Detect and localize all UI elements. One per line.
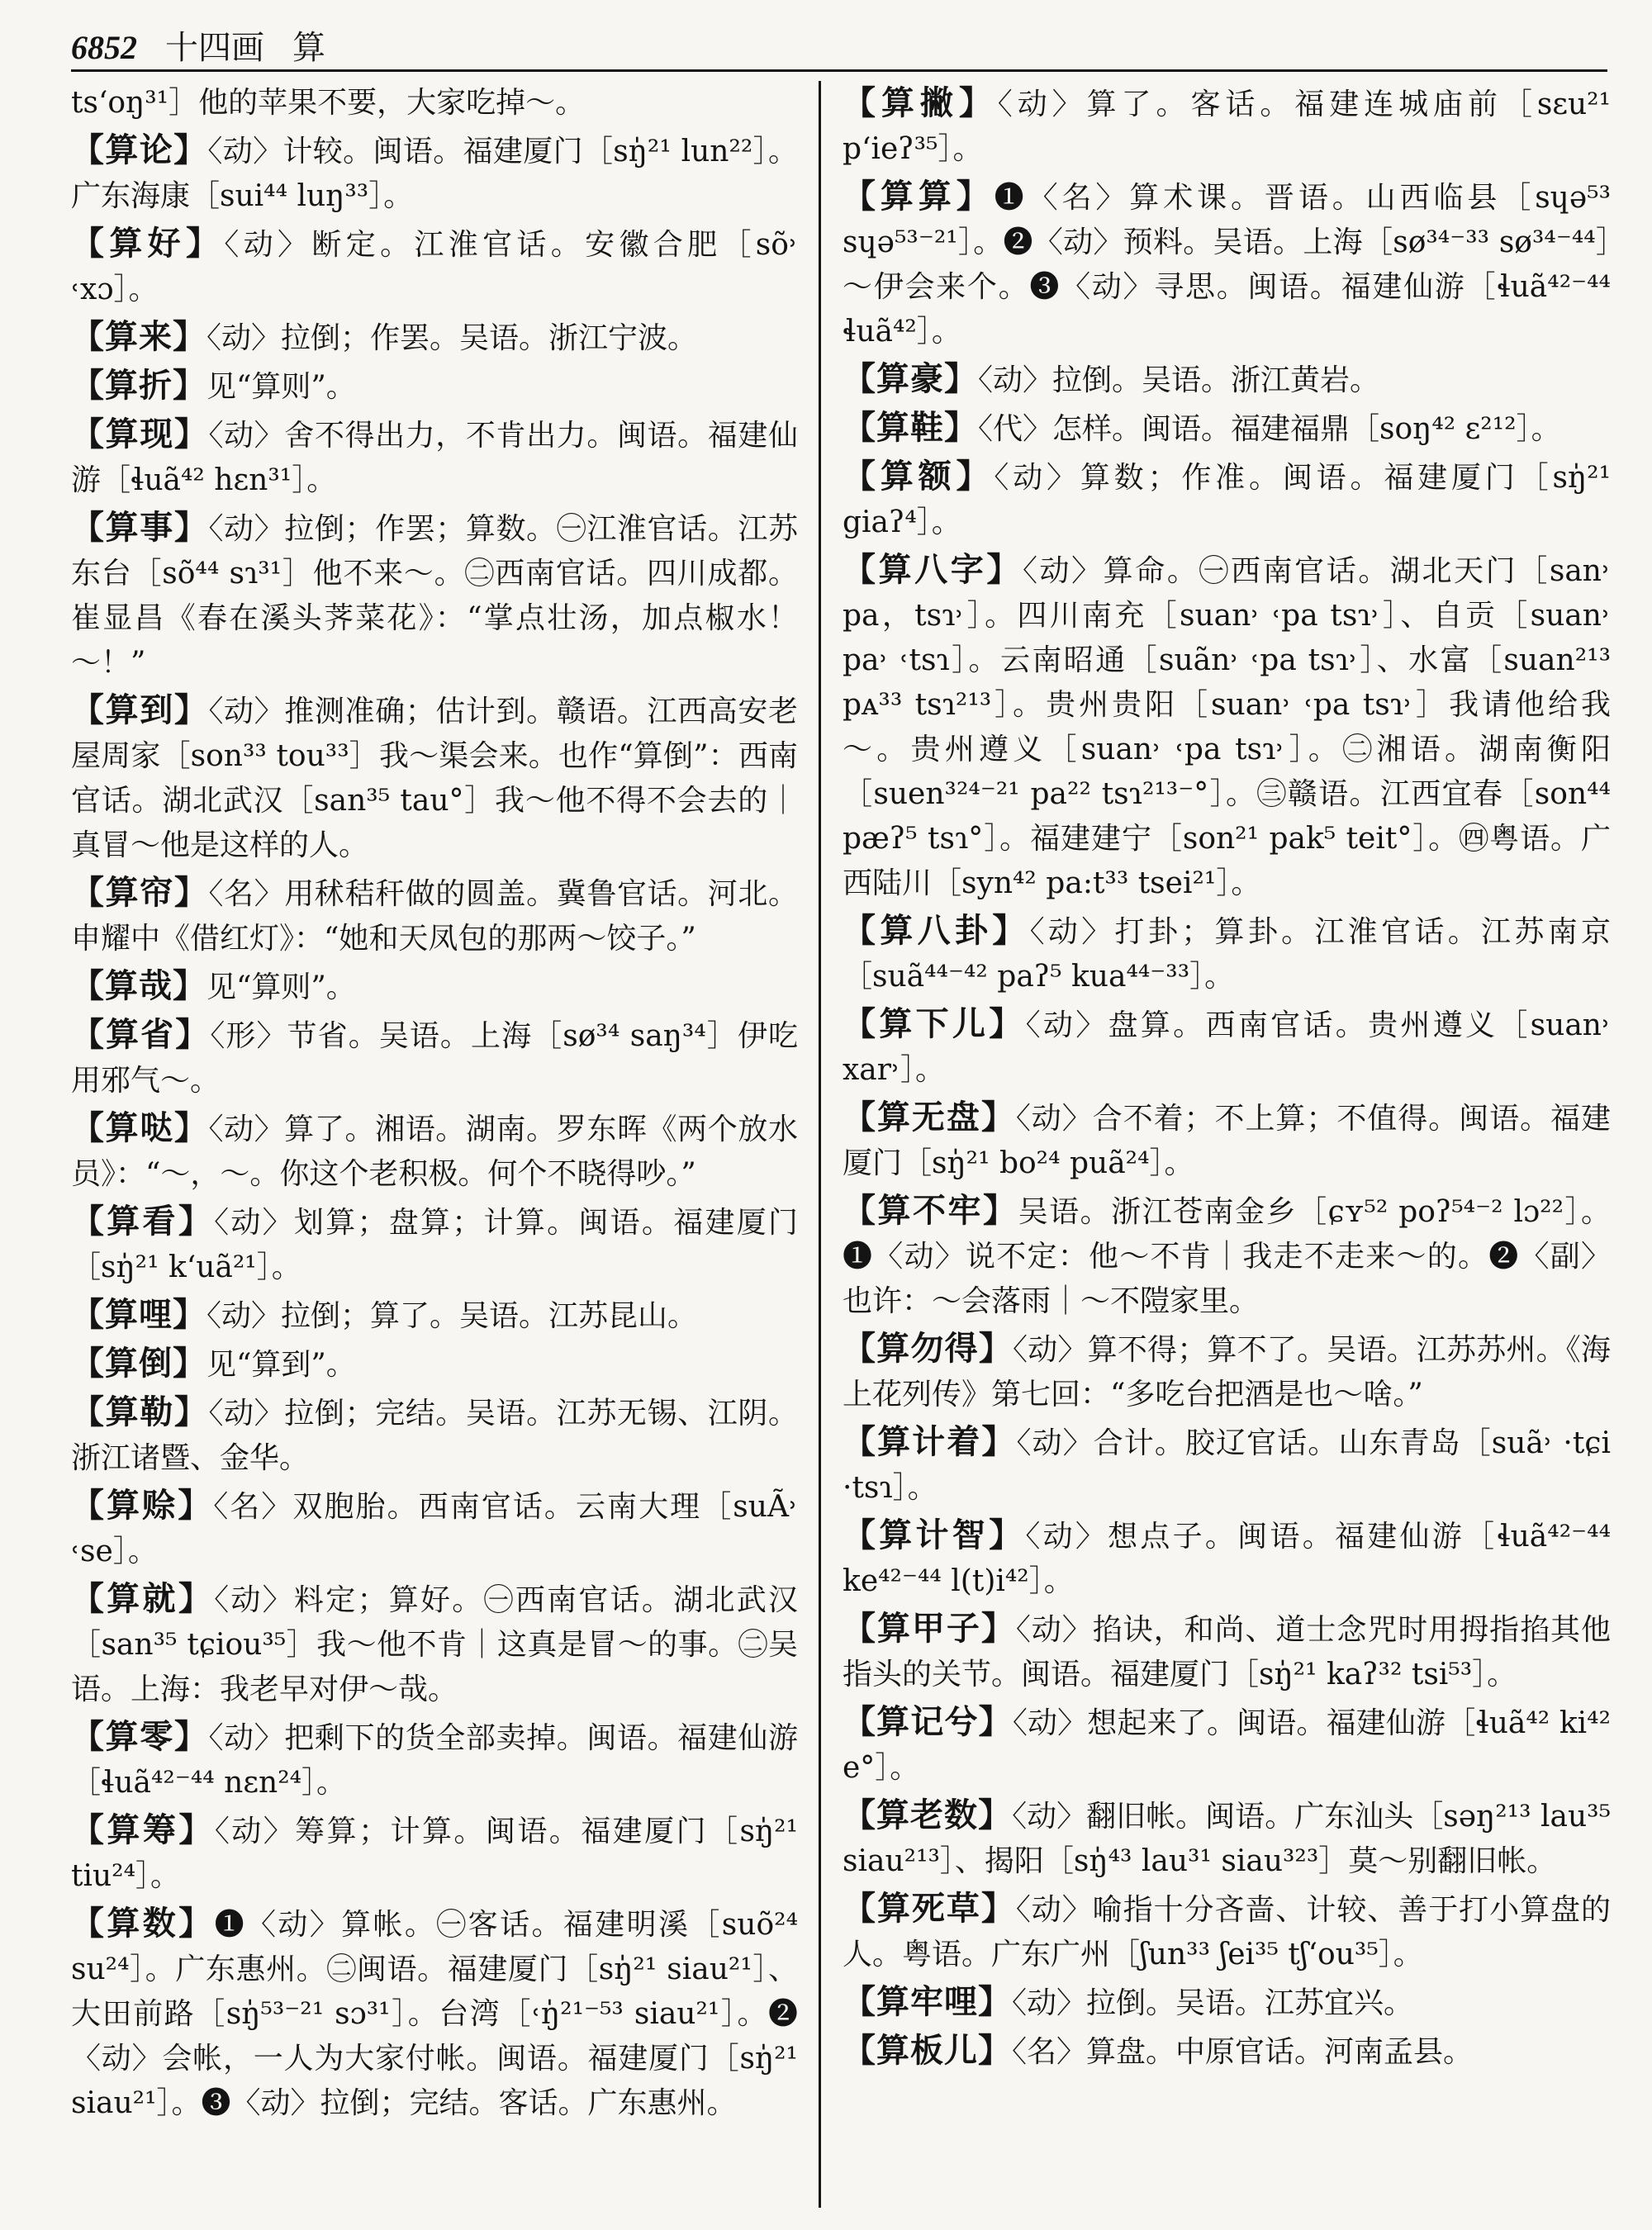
dictionary-entry [71, 505, 798, 686]
entry-text: 〈动〉筹算；计算。闽语。福建厦门［sŋ̍²¹ tiu²⁴］。 [71, 1815, 799, 1893]
entry-text: 〈动〉算不得；算不了。吴语。江苏苏州。《海上花列传》第七回：“多吃台把酒是也～啥。” [843, 1333, 1612, 1412]
entry-headword: 【 算倒 】 [71, 1344, 206, 1383]
entry-text: 〈动〉合计。胶辽官话。山东青岛［suã˒ ·tɕi ·tsɿ］。 [843, 1426, 1612, 1505]
entry-headword: 【 算额 】 [843, 457, 994, 496]
entry-headword: 【 算勒 】 [71, 1393, 208, 1431]
entry-headword: 【 算折 】 [71, 366, 206, 405]
entry-text: 〈动〉想点子。闽语。福建仙游［ɬuã⁴²⁻⁴⁴ ke⁴²⁻⁴⁴ l(t)i⁴²］。 [843, 1520, 1612, 1598]
entry-text: 〈动〉把剩下的货全部卖掉。闽语。福建仙游［ɬuã⁴²⁻⁴⁴ nɛn²⁴］。 [71, 1721, 798, 1800]
entry-text: 〈名〉算盘。中原官话。河南孟县。 [1012, 2035, 1474, 2069]
entry-headword: 【 算记兮 】 [843, 1702, 1013, 1741]
entry-text: 〈名〉用秫秸秆做的圆盖。冀鲁官话。河北。申耀中《借红灯》：“她和天凤包的那两～饺子。” [71, 877, 798, 956]
entry-text: ts‘oŋ³¹］他的苹果不要，大家吃掉～。 [71, 86, 586, 120]
dictionary-entry [71, 315, 798, 361]
dictionary-entry [71, 1808, 798, 1899]
dictionary-entry [843, 357, 1611, 403]
entry-text: 〈动〉掐诀，和尚、道士念咒时用拇指掐其他指头的关节。闽语。福建厦门［sŋ̍²¹ kaʔ³² tsi⁵³］。 [843, 1613, 1612, 1691]
entry-text: 〈动〉计较。闽语。福建厦门［sŋ̍²¹ lun²²］。广东海康［sui⁴⁴ luŋ³³］。 [71, 135, 799, 213]
entry-text: 〈代〉怎样。闽语。福建福鼎［soŋ⁴² ɛ²¹²］。 [978, 412, 1561, 446]
entry-text: 〈动〉盘算。西南官话。贵州遵义［suan˒ xar˒］。 [843, 1008, 1612, 1087]
entry-headword: 【 算计智 】 [843, 1516, 1025, 1554]
entry-text: 见“算则”。 [206, 970, 356, 1004]
entry-text: 〈动〉舍不得出力，不肯出力。闽语。福建仙游［ɬuã⁴² hɛn³¹］。 [71, 419, 798, 497]
entry-text: 〈动〉推测准确；估计到。赣语。江西高安老屋周家［son³³ tou³³］我～渠会来。也作“算倒”：西南官话。湖北武汉［san³⁵ tau°］我～他不得不会去的｜真冒～他是这样的人。 [71, 695, 798, 862]
entry-text: 〈动〉拉倒。吴语。江苏宜兴。 [1012, 1986, 1414, 2020]
dictionary-entry [71, 363, 798, 410]
dictionary-entry [71, 1293, 798, 1339]
entry-headword: 【 算来 】 [71, 317, 206, 356]
entry-text: 〈动〉断定。江淮官话。安徽合肥［sõ˒ ˓xɔ］。 [71, 228, 799, 306]
entry-headword: 【 算八字 】 [843, 550, 1023, 589]
entry-text: 〈动〉合不着；不上算；不值得。闽语。福建厦门［sŋ̍²¹ bo²⁴ puã²⁴］。 [843, 1102, 1612, 1180]
entry-text: 〈动〉算了。湘语。湖南。罗东晖《两个放水员》：“～，～。你这个老积极。何个不晓得吵。” [71, 1113, 798, 1191]
dictionary-entry [71, 1577, 798, 1712]
entry-text: 〈动〉算了。客话。福建连城庙前［sɛu²¹ p‘ieʔ³⁵］。 [843, 88, 1612, 166]
dictionary-entry [843, 1002, 1611, 1093]
left-column [71, 81, 798, 2213]
entry-text: 〈动〉翻旧帐。闽语。广东汕头［səŋ²¹³ lau³⁵ siau²¹³］、揭阳［sŋ̍⁴³ lau³¹ siau³²³］莫～别翻旧帐。 [843, 1800, 1612, 1878]
entry-headword: 【 算筹 】 [71, 1810, 215, 1849]
dictionary-entry [843, 1326, 1611, 1417]
entry-headword: 【 算死草 】 [843, 1889, 1016, 1928]
entry-headword: 【 算牢哩 】 [843, 1982, 1012, 2021]
entry-headword: 【 算撇 】 [843, 83, 998, 122]
entry-text: 〈动〉拉倒；算了。吴语。江苏昆山。 [206, 1299, 698, 1333]
dictionary-entry [71, 1199, 798, 1290]
entry-headword: 【 算算 】 [843, 177, 995, 216]
dictionary-entry [71, 128, 798, 219]
entry-headword: 【 算无盘 】 [843, 1098, 1016, 1136]
dictionary-entry [843, 1095, 1611, 1186]
dictionary-entry [843, 406, 1611, 452]
entry-text: 〈形〉节省。吴语。上海［sø³⁴ saŋ³⁴］伊吃用邪气～。 [71, 1019, 798, 1098]
head-character: 算 [292, 29, 325, 67]
header-rule [71, 69, 1607, 72]
entry-headword: 【 算哒 】 [71, 1108, 208, 1147]
page-number: 6852 [71, 29, 137, 66]
dictionary-entry [71, 81, 798, 126]
entry-headword: 【 算看 】 [71, 1202, 214, 1241]
entry-headword: 【 算勿得 】 [843, 1329, 1013, 1368]
entry-text: 见“算则”。 [206, 370, 356, 404]
dictionary-entry [71, 412, 798, 503]
page-header [71, 18, 1607, 67]
entry-headword: 【 算零 】 [71, 1717, 208, 1756]
entry-headword: 【 算哩 】 [71, 1295, 206, 1334]
right-column [843, 81, 1611, 2213]
dictionary-entry [843, 1606, 1611, 1697]
entry-text: 〈动〉拉倒；作罢。吴语。浙江宁波。 [206, 321, 698, 355]
entry-headword: 【 算就 】 [71, 1579, 214, 1618]
entry-headword: 【 算论 】 [71, 130, 207, 169]
dictionary-entry [71, 964, 798, 1010]
entry-headword: 【 算省 】 [71, 1015, 210, 1054]
dictionary-entry [71, 871, 798, 961]
dictionary-entry [843, 1886, 1611, 1977]
section-title: 十四画 [165, 29, 264, 67]
dictionary-entry [843, 1189, 1611, 1324]
dictionary-entry [71, 688, 798, 868]
entry-text: 〈动〉想起来了。闽语。福建仙游［ɬuã⁴² ki⁴² e°］。 [843, 1706, 1612, 1785]
dictionary-entry [843, 1980, 1611, 2026]
dictionary-entry [843, 174, 1611, 354]
entry-headword: 【 算鞋 】 [843, 408, 978, 447]
entry-headword: 【 算八卦 】 [843, 911, 1030, 950]
entry-text: 〈动〉拉倒。吴语。浙江黄岩。 [978, 363, 1380, 397]
entry-headword: 【 算赊 】 [71, 1486, 213, 1525]
entry-headword: 【 算事 】 [71, 508, 208, 547]
dictionary-entry [843, 2028, 1611, 2075]
dictionary-entry [71, 1013, 798, 1103]
entry-text: 〈名〉双胞胎。西南官话。云南大理［suÃ˒ ˓se］。 [71, 1490, 799, 1568]
entry-headword: 【 算数 】 [71, 1904, 215, 1943]
dictionary-entry [843, 1793, 1611, 1884]
column-divider [819, 81, 821, 2208]
entry-text: 见“算到”。 [206, 1348, 356, 1382]
dictionary-entry [843, 548, 1611, 906]
dictionary-entry [843, 454, 1611, 545]
entry-headword: 【 算哉 】 [71, 966, 206, 1005]
entry-text: 〈动〉打卦；算卦。江淮官话。江苏南京［suã⁴⁴⁻⁴² paʔ⁵ kua⁴⁴⁻³³］。 [843, 915, 1612, 994]
entry-headword: 【 算板儿 】 [843, 2031, 1012, 2070]
entry-headword: 【 算帘 】 [71, 873, 208, 912]
dictionary-entry [843, 909, 1611, 999]
entry-text: 〈动〉算数；作准。闽语。福建厦门［sŋ̍²¹ giaʔ⁴］。 [843, 461, 1612, 539]
entry-headword: 【 算计着 】 [843, 1422, 1016, 1461]
entry-headword: 【 算豪 】 [843, 359, 978, 398]
entry-text: 吴语。浙江苍南金乡［ɕʏ⁵² poʔ⁵⁴⁻² lɔ²²］。❶〈动〉说不定：他～不肯｜我走不走来～的。❷〈副〉也许：～会落雨｜～不隑家里。 [843, 1195, 1612, 1318]
dictionary-entry [71, 1341, 798, 1388]
dictionary-entry [843, 81, 1611, 172]
entry-headword: 【 算不牢 】 [843, 1191, 1018, 1230]
entry-text: 〈动〉拉倒；完结。吴语。江苏无锡、江阴。浙江诸暨、金华。 [71, 1397, 798, 1475]
dictionary-entry [843, 1513, 1611, 1604]
entry-headword: 【 算好 】 [71, 224, 224, 263]
dictionary-entry [843, 1700, 1611, 1791]
dictionary-entry [71, 1483, 798, 1574]
entry-text: 〈动〉划算；盘算；计算。闽语。福建厦门［sŋ̍²¹ k‘uã²¹］。 [71, 1206, 799, 1284]
entry-text: 〈动〉算命。㊀西南官话。湖北天门［san˒ pa，tsɿ˒］。四川南充［suan˒ ˓pa tsɿ˒］、自贡［suan˒ pa˒ ˓tsɿ］。云南昭通［suãn˒ ˓pa tsɿ˒］、水富［suan²¹³ pᴀ³³ tsɿ²¹³］。贵州贵阳［suan˒ ˓pa tsɿ˒］我请他给我～。贵州遵义［suan˒ ˓pa tsɿ˒］。㊁湘语。湖南衡阳［suen³²⁴⁻²¹ pa²² tsɿ²¹³⁻°］。㊂赣语。江西宜春［son⁴⁴ pæʔ⁵ tsɿ°］。福建建宁［son²¹ pak⁵ teit°］。㊃粤语。广西陆川［syn⁴² pa:t³³ tsei²¹］。 [843, 554, 1612, 900]
entry-text: ❶〈名〉算术课。晋语。山西临县［sɥə⁵³ sɥə⁵³⁻²¹］。❷〈动〉预料。吴语。上海［sø³⁴⁻³³ sø³⁴⁻⁴⁴］～伊会来个。❸〈动〉寻思。闽语。福建仙游［ɬuã⁴²⁻⁴⁴ ɬuã⁴²］。 [843, 181, 1612, 349]
entry-headword: 【 算下儿 】 [843, 1004, 1026, 1043]
entry-text: 〈动〉拉倒；作罢；算数。㊀江淮官话。江苏东台［sõ⁴⁴ sɿ³¹］他不来～。㊁西南官话。四川成都。崔显昌《春在溪头荠菜花》：“掌点壮汤，加点椒水！～！” [71, 512, 798, 680]
entry-text: 〈动〉喻指十分吝啬、计较、善于打小算盘的人。粤语。广东广州［ʃun³³ ʃei³⁵ tʃ‘ou³⁵］。 [843, 1893, 1612, 1971]
entry-headword: 【 算甲子 】 [843, 1609, 1016, 1648]
entry-headword: 【 算现 】 [71, 415, 208, 453]
dictionary-entry [843, 1420, 1611, 1511]
entry-text: 〈动〉料定；算好。㊀西南官话。湖北武汉［san³⁵ tɕiou³⁵］我～他不肯｜这真是冒～的事。㊁吴语。上海：我老早对伊～哉。 [71, 1583, 799, 1706]
entry-headword: 【 算老数 】 [843, 1796, 1012, 1834]
dictionary-entry [71, 1390, 798, 1481]
dictionary-entry [71, 1901, 798, 2126]
entry-text: ❶〈动〉算帐。㊀客话。福建明溪［suõ²⁴ su²⁴］。广东惠州。㊁闽语。福建厦门［sŋ̍²¹ siau²¹］、大田前路［sŋ̍⁵³⁻²¹ sɔ³¹］。台湾［˓ŋ̍²¹⁻⁵³ siau²¹］。❷〈动〉会帐，一人为大家付帐。闽语。福建厦门［sŋ̍²¹ siau²¹］。❸〈动〉拉倒；完结。客话。广东惠州。 [71, 1908, 798, 2120]
dictionary-entry [71, 221, 798, 312]
dictionary-entry [71, 1106, 798, 1197]
entry-headword: 【 算到 】 [71, 690, 208, 729]
dictionary-entry [71, 1715, 798, 1805]
